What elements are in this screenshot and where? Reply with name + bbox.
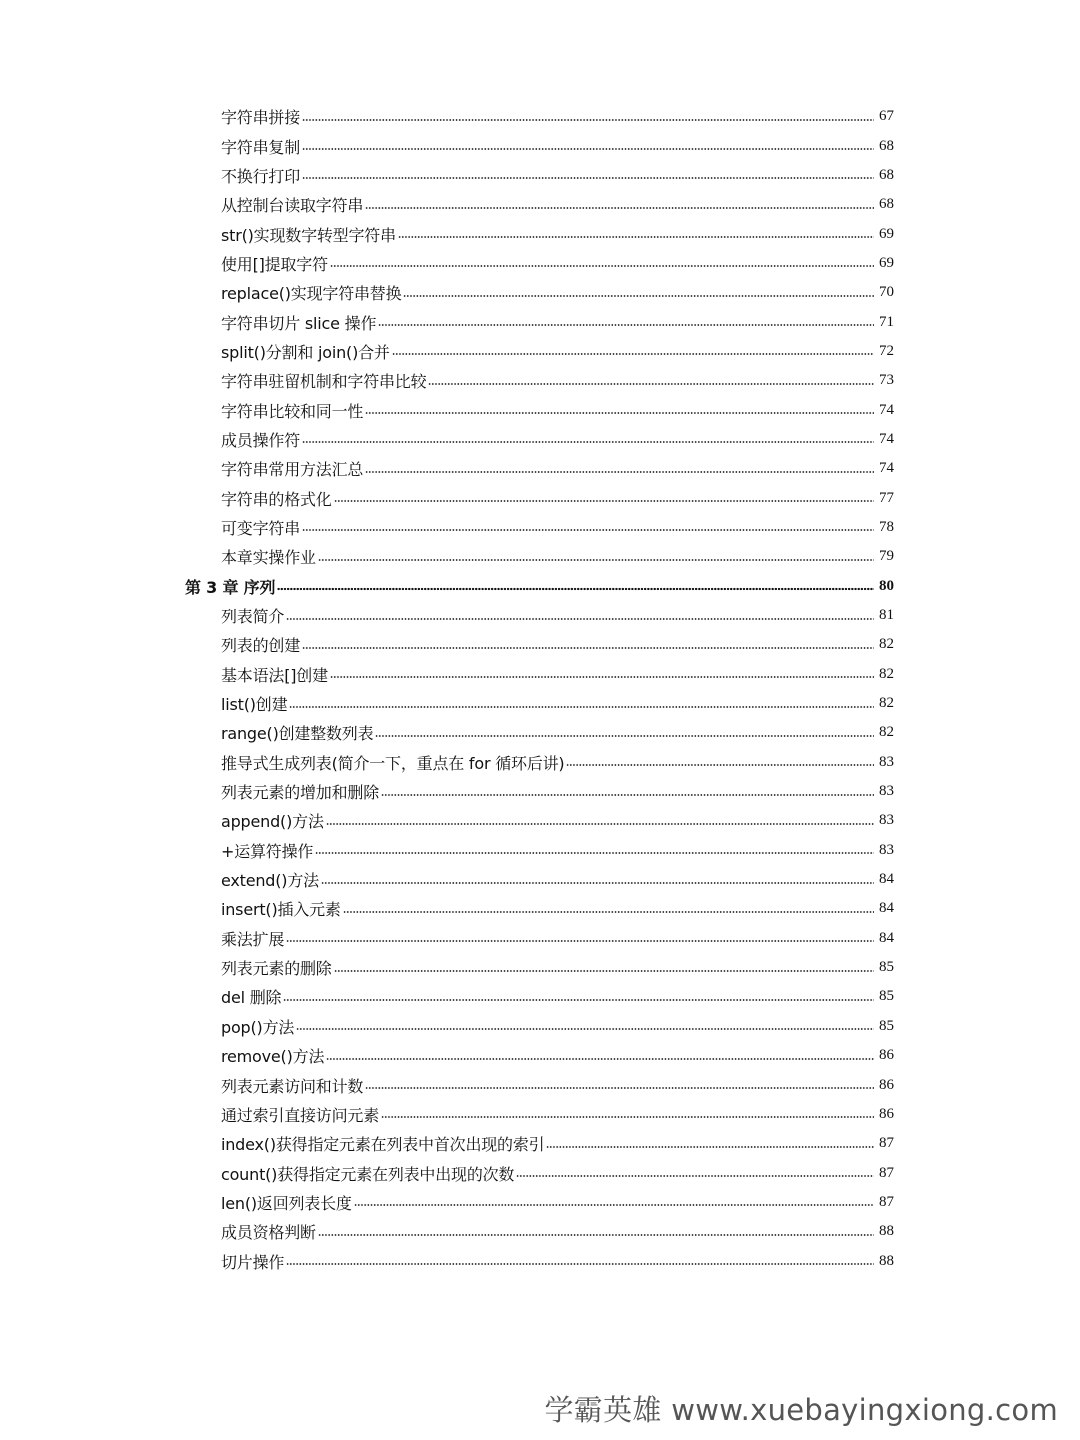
toc-entry-title: 可变字符串 xyxy=(221,518,301,538)
toc-entry-page-number: 84 xyxy=(879,929,894,946)
toc-entry-page-number: 74 xyxy=(879,430,894,447)
toc-dot-leader xyxy=(302,438,874,446)
toc-entry-page-number: 71 xyxy=(879,313,894,330)
toc-dot-leader xyxy=(381,791,874,799)
toc-entry-page-number: 69 xyxy=(879,225,894,242)
toc-entry-page-number: 74 xyxy=(879,401,894,418)
toc-entry-title: str()实现数字转型字符串 xyxy=(221,225,396,245)
toc-entry-title: len()返回列表长度 xyxy=(221,1193,352,1213)
toc-entry-title: 列表的创建 xyxy=(221,636,301,656)
watermark: 学霸英雄 www.xuebayingxiong.com xyxy=(544,1393,1058,1427)
toc-entry-title: append()方法 xyxy=(221,812,324,832)
toc-entry-page-number: 84 xyxy=(879,871,894,888)
toc-entry-title: 乘法扩展 xyxy=(221,929,285,949)
toc-dot-leader xyxy=(302,526,874,534)
toc-entry[interactable] xyxy=(0,1158,1080,1187)
toc-entry[interactable] xyxy=(0,660,1080,689)
toc-dot-leader xyxy=(283,996,874,1004)
toc-entry[interactable] xyxy=(0,219,1080,248)
toc-entry[interactable] xyxy=(0,307,1080,336)
toc-entry-title: 列表简介 xyxy=(221,607,285,627)
toc-entry-title: 推导式生成列表(简介一下，重点在 for 循环后讲) xyxy=(221,753,565,773)
toc-entry[interactable] xyxy=(0,395,1080,424)
toc-entry-page-number: 87 xyxy=(879,1164,894,1181)
toc-entry-title: 列表元素的删除 xyxy=(221,959,332,979)
toc-entry[interactable] xyxy=(0,1100,1080,1129)
toc-entry[interactable] xyxy=(0,1188,1080,1217)
toc-dot-leader xyxy=(392,350,874,358)
toc-entry-title: 从控制台读取字符串 xyxy=(221,196,364,216)
toc-entry-page-number: 68 xyxy=(879,166,894,183)
toc-entry[interactable] xyxy=(0,924,1080,953)
toc-entry[interactable] xyxy=(0,190,1080,219)
toc-entry-title: 本章实操作业 xyxy=(221,548,316,568)
toc-entry[interactable] xyxy=(0,1041,1080,1070)
toc-dot-leader xyxy=(334,497,874,505)
toc-dot-leader xyxy=(428,380,874,388)
toc-entry-page-number: 88 xyxy=(879,1252,894,1269)
toc-entry[interactable] xyxy=(0,894,1080,923)
toc-entry-title: 列表元素访问和计数 xyxy=(221,1076,364,1096)
toc-entry[interactable] xyxy=(0,836,1080,865)
toc-entry-page-number: 86 xyxy=(879,1105,894,1122)
toc-entry-title: pop()方法 xyxy=(221,1017,295,1037)
toc-entry-page-number: 82 xyxy=(879,636,894,653)
toc-entry[interactable] xyxy=(0,1217,1080,1246)
toc-entry-title: 成员操作符 xyxy=(221,430,301,450)
toc-entry-page-number: 82 xyxy=(879,724,894,741)
toc-entry-title: count()获得指定元素在列表中出现的次数 xyxy=(221,1164,515,1184)
toc-entry-title: 成员资格判断 xyxy=(221,1223,316,1243)
toc-entry[interactable] xyxy=(0,748,1080,777)
toc-dot-leader xyxy=(286,1260,874,1268)
toc-dot-leader xyxy=(403,292,874,300)
toc-dot-leader xyxy=(330,673,874,681)
toc-entry-page-number: 84 xyxy=(879,900,894,917)
toc-dot-leader xyxy=(318,556,874,564)
toc-entry-page-number: 83 xyxy=(879,841,894,858)
toc-entry-title: extend()方法 xyxy=(221,871,319,891)
toc-entry-page-number: 87 xyxy=(879,1193,894,1210)
toc-entry-title: 第 3 章 序列 xyxy=(185,577,276,597)
toc-entry-title: 使用[]提取字符 xyxy=(221,254,328,274)
toc-dot-leader xyxy=(289,703,874,711)
toc-entry[interactable] xyxy=(0,483,1080,512)
toc-dot-leader xyxy=(277,585,874,593)
toc-entry-page-number: 86 xyxy=(879,1076,894,1093)
toc-entry-page-number: 82 xyxy=(879,695,894,712)
toc-entry[interactable] xyxy=(0,982,1080,1011)
toc-entry-title: 字符串驻留机制和字符串比较 xyxy=(221,372,427,392)
toc-entry-page-number: 69 xyxy=(879,254,894,271)
toc-entry-page-number: 68 xyxy=(879,137,894,154)
toc-dot-leader xyxy=(365,468,874,476)
toc-entry-page-number: 77 xyxy=(879,489,894,506)
toc-dot-leader xyxy=(326,1055,874,1063)
toc-dot-leader xyxy=(302,116,874,124)
toc-entry-title: index()获得指定元素在列表中首次出现的索引 xyxy=(221,1135,545,1155)
toc-entry-page-number: 79 xyxy=(879,548,894,565)
toc-entry-page-number: 86 xyxy=(879,1047,894,1064)
toc-entry-title: replace()实现字符串替换 xyxy=(221,284,402,304)
toc-dot-leader xyxy=(365,204,874,212)
toc-entry[interactable] xyxy=(0,953,1080,982)
toc-entry-title: 列表元素的增加和删除 xyxy=(221,783,380,803)
toc-entry[interactable] xyxy=(0,777,1080,806)
toc-entry[interactable] xyxy=(0,131,1080,160)
toc-entry[interactable] xyxy=(0,718,1080,747)
toc-entry-title: +运算符操作 xyxy=(221,841,314,861)
toc-entry-page-number: 67 xyxy=(879,108,894,125)
toc-entry-title: 字符串复制 xyxy=(221,137,301,157)
toc-dot-leader xyxy=(375,732,874,740)
toc-entry-title: 基本语法[]创建 xyxy=(221,665,328,685)
toc-entry[interactable] xyxy=(0,425,1080,454)
toc-dot-leader xyxy=(516,1172,874,1180)
toc-entry[interactable] xyxy=(0,513,1080,542)
toc-entry-title: range()创建整数列表 xyxy=(221,724,374,744)
toc-entry-page-number: 72 xyxy=(879,342,894,359)
toc-dot-leader xyxy=(330,262,874,270)
toc-dot-leader xyxy=(365,1084,874,1092)
toc-entry-title: 字符串比较和同一性 xyxy=(221,401,364,421)
toc-entry-page-number: 85 xyxy=(879,1017,894,1034)
toc-entry-page-number: 80 xyxy=(879,577,894,594)
toc-chapter-entry[interactable] xyxy=(0,572,1080,601)
toc-entry[interactable] xyxy=(0,102,1080,131)
toc-entry-title: 字符串切片 slice 操作 xyxy=(221,313,377,333)
toc-dot-leader xyxy=(326,820,874,828)
toc-entry[interactable] xyxy=(0,542,1080,571)
toc-entry-title: 字符串的格式化 xyxy=(221,489,332,509)
toc-dot-leader xyxy=(566,761,874,769)
toc-entry-page-number: 82 xyxy=(879,665,894,682)
toc-entry[interactable] xyxy=(0,1070,1080,1099)
toc-entry[interactable] xyxy=(0,454,1080,483)
toc-entry-page-number: 70 xyxy=(879,284,894,301)
toc-entry-title: del 删除 xyxy=(221,988,282,1008)
toc-entry-title: 字符串拼接 xyxy=(221,108,301,128)
toc-entry-page-number: 78 xyxy=(879,518,894,535)
toc-dot-leader xyxy=(315,849,874,857)
toc-dot-leader xyxy=(546,1143,874,1151)
toc-dot-leader xyxy=(318,1231,874,1239)
toc-dot-leader xyxy=(334,967,874,975)
toc-entry-title: split()分割和 join()合并 xyxy=(221,342,390,362)
toc-entry-page-number: 85 xyxy=(879,988,894,1005)
toc-dot-leader xyxy=(321,879,874,887)
toc-entry[interactable] xyxy=(0,1129,1080,1158)
toc-dot-leader xyxy=(302,174,874,182)
toc-entry-title: 不换行打印 xyxy=(221,166,301,186)
toc-entry[interactable] xyxy=(0,806,1080,835)
toc-dot-leader xyxy=(378,321,874,329)
toc-entry-page-number: 81 xyxy=(879,607,894,624)
toc-dot-leader xyxy=(354,1201,874,1209)
toc-entry-page-number: 85 xyxy=(879,959,894,976)
toc-dot-leader xyxy=(302,145,874,153)
toc-dot-leader xyxy=(302,644,874,652)
toc-entry-title: 通过索引直接访问元素 xyxy=(221,1105,380,1125)
toc-entry-page-number: 73 xyxy=(879,372,894,389)
toc-entry[interactable] xyxy=(0,161,1080,190)
toc-dot-leader xyxy=(398,233,874,241)
toc-entry-page-number: 83 xyxy=(879,783,894,800)
toc-dot-leader xyxy=(343,908,874,916)
toc-entry[interactable] xyxy=(0,1012,1080,1041)
toc-entry[interactable] xyxy=(0,249,1080,278)
toc-entry-title: remove()方法 xyxy=(221,1047,325,1067)
toc-dot-leader xyxy=(365,409,874,417)
toc-entry-page-number: 74 xyxy=(879,460,894,477)
toc-entry[interactable] xyxy=(0,366,1080,395)
toc-entry[interactable] xyxy=(0,630,1080,659)
toc-entry-page-number: 87 xyxy=(879,1135,894,1152)
toc-entry[interactable] xyxy=(0,278,1080,307)
table-of-contents xyxy=(0,102,1080,1276)
toc-entry-title: list()创建 xyxy=(221,695,288,715)
toc-entry-page-number: 68 xyxy=(879,196,894,213)
toc-dot-leader xyxy=(286,615,874,623)
toc-dot-leader xyxy=(286,937,874,945)
toc-entry-title: 字符串常用方法汇总 xyxy=(221,460,364,480)
toc-entry-title: insert()插入元素 xyxy=(221,900,341,920)
toc-dot-leader xyxy=(296,1025,874,1033)
toc-entry-page-number: 83 xyxy=(879,753,894,770)
toc-entry-title: 切片操作 xyxy=(221,1252,285,1272)
toc-entry[interactable] xyxy=(0,689,1080,718)
toc-entry-page-number: 88 xyxy=(879,1223,894,1240)
toc-entry[interactable] xyxy=(0,337,1080,366)
toc-entry-page-number: 83 xyxy=(879,812,894,829)
toc-entry[interactable] xyxy=(0,865,1080,894)
toc-entry[interactable] xyxy=(0,601,1080,630)
toc-dot-leader xyxy=(381,1113,874,1121)
toc-entry[interactable] xyxy=(0,1246,1080,1275)
